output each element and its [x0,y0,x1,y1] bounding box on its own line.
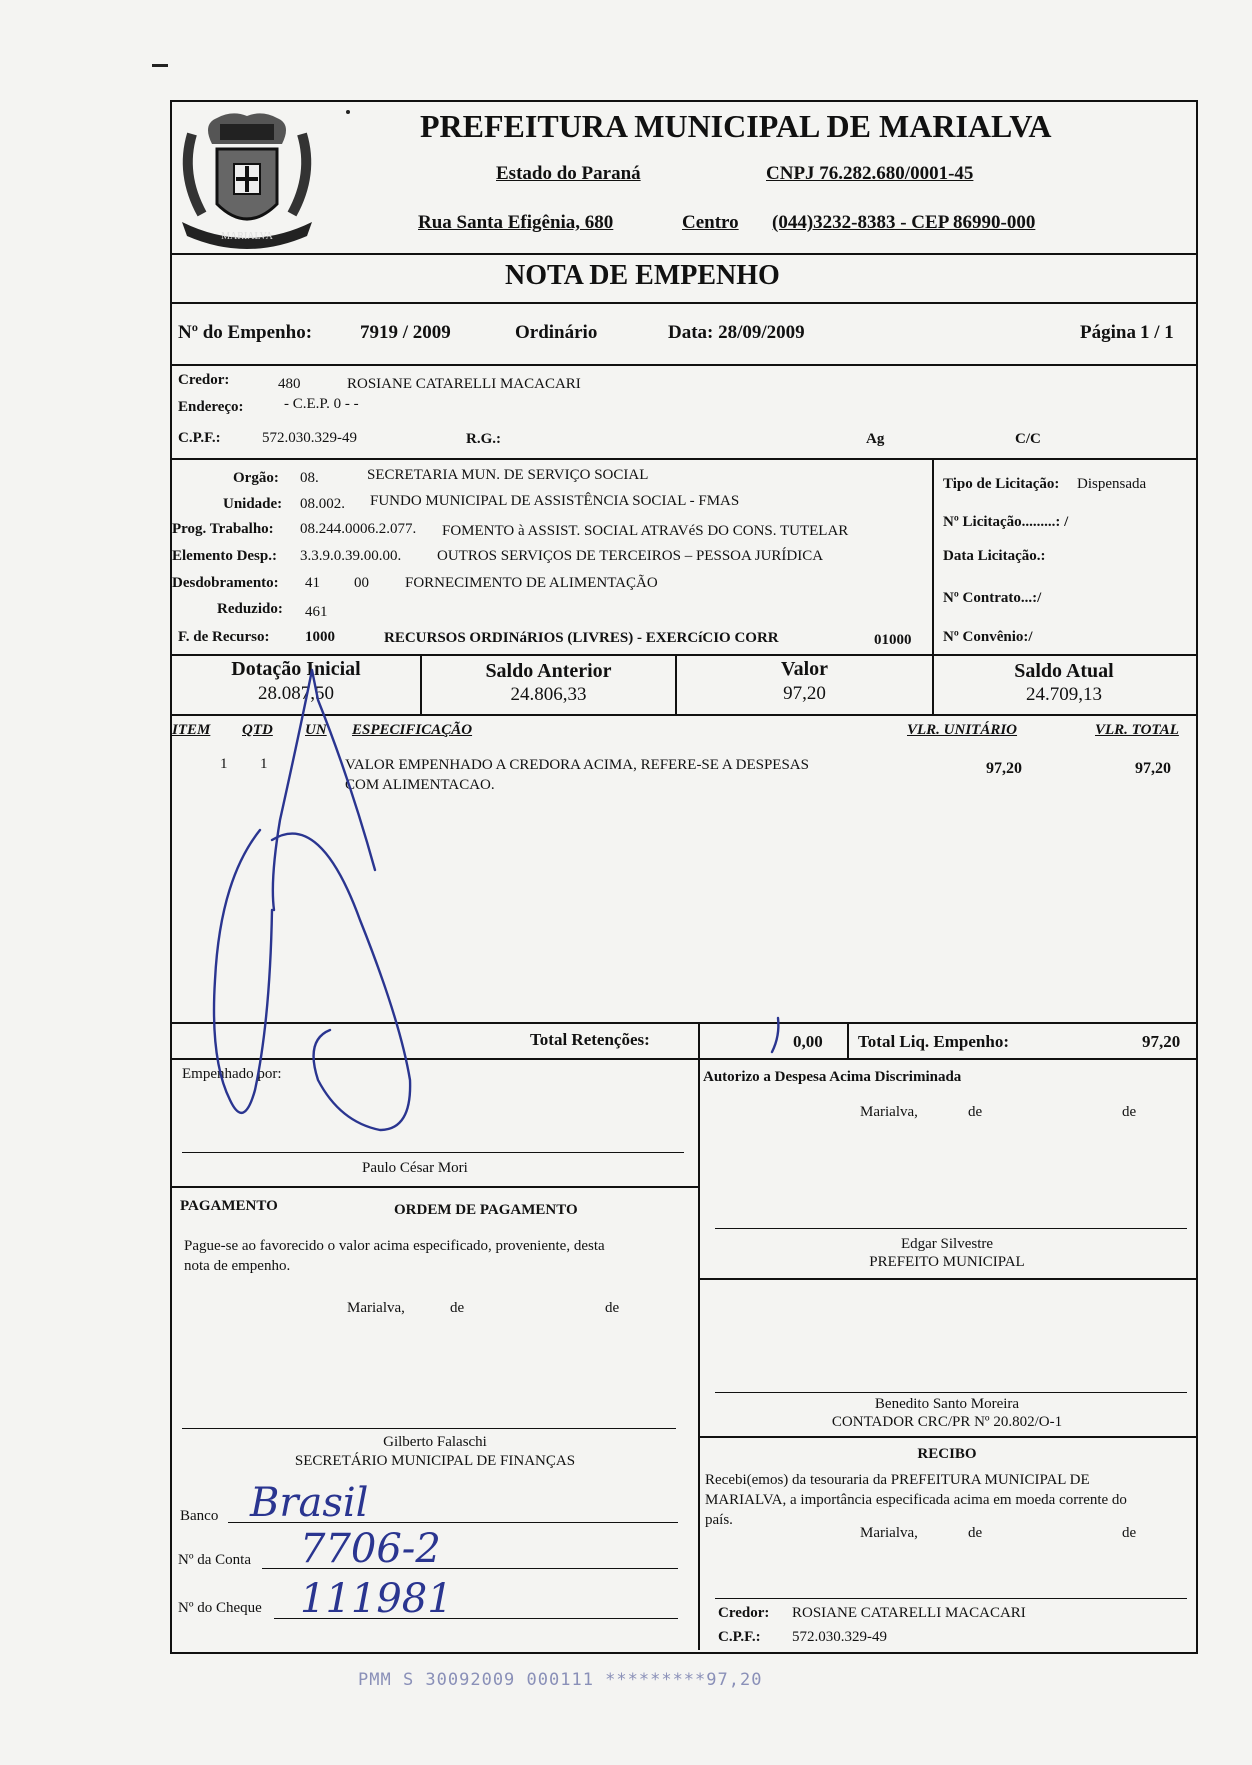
item-total-value: 97,20 [1135,760,1171,777]
phone-cep: (044)3232-8383 - CEP 86990-000 [772,212,1036,233]
recurso-code-2: 01000 [874,632,912,648]
prog-code: 08.244.0006.2.077. [300,521,417,537]
recurso-label: F. de Recurso: [178,629,270,645]
divider [170,302,1196,304]
desdob-label: Desdobramento: [172,575,279,591]
prefeito-title: PREFEITO MUNICIPAL [869,1254,1025,1270]
unidade-label: Unidade: [223,496,283,512]
item-spec-line-1: VALOR EMPENHADO A CREDORA ACIMA, REFERE-SE A DESPESAS [345,757,809,773]
signature-line [182,1428,676,1429]
address-value: - C.E.P. 0 - - [284,396,359,412]
item-number: 1 [220,756,228,772]
scan-speck [152,64,168,67]
recibo-de-1: de [968,1525,983,1541]
desdob-code-2: 00 [354,575,369,591]
desdob-code-1: 41 [305,575,320,591]
orgao-desc: SECRETARIA MUN. DE SERVIÇO SOCIAL [367,467,649,483]
page-number: 1 / 1 [1140,322,1174,343]
signature-line [182,1152,684,1153]
autorizo-place: Marialva, [860,1104,918,1120]
orgao-code: 08. [300,470,319,486]
empenho-date: Data: 28/09/2009 [668,322,805,343]
elemento-label: Elemento Desp.: [172,548,277,564]
recibo-place: Marialva, [860,1525,918,1541]
pen-mark [766,1016,786,1056]
conta-label: Nº da Conta [178,1552,251,1568]
items-header-item: ITEM [172,722,211,738]
divider [170,364,1196,366]
recibo-credor-name: ROSIANE CATARELLI MACACARI [792,1605,1026,1621]
empenho-number: 7919 / 2009 [360,322,451,343]
cheque-label: Nº do Cheque [178,1600,262,1616]
signature-line [715,1228,1187,1229]
conta-value: 7706-2 [300,1526,441,1570]
cc-label: C/C [1015,431,1041,447]
state-name: Estado do Paraná [496,163,641,184]
divider [847,1022,849,1058]
recibo-text-3: país. [705,1512,733,1528]
items-header-spec: ESPECIFICAÇÃO [352,722,473,738]
recibo-text-1: Recebi(emos) da tesouraria da PREFEITURA MUNICIPAL DE [705,1472,1090,1488]
recurso-code: 1000 [305,629,335,645]
divider [170,253,1196,255]
reduzido-code: 461 [305,604,328,620]
retencoes-label: Total Retenções: [530,1030,650,1049]
credor-label: Credor: [178,372,230,388]
banco-handwriting [240,1476,480,1526]
item-spec-line-2: COM ALIMENTACAO. [345,777,495,793]
empenhado-label: Empenhado por: [182,1066,282,1082]
banco-value: Brasil [250,1480,369,1526]
recibo-text-2: MARIALVA, a importância especificada acima em moeda corrente do [705,1492,1127,1508]
banco-label: Banco [180,1508,219,1524]
district: Centro [682,212,739,233]
item-qtd: 1 [260,756,268,772]
prog-desc: FOMENTO à ASSIST. SOCIAL ATRAVéS DO CONS. TUTELAR [442,523,849,539]
secretario-title: SECRETÁRIO MUNICIPAL DE FINANÇAS [294,1453,576,1469]
pagamento-place: Marialva, [347,1300,405,1316]
rg-label: R.G.: [466,431,501,447]
elemento-desc: OUTROS SERVIÇOS DE TERCEIROS – PESSOA JURÍDICA [437,548,824,564]
municipal-coat-of-arms-icon [172,104,322,256]
prefeito-name: Edgar Silvestre [900,1236,994,1252]
pagamento-text-2: nota de empenho. [184,1258,291,1274]
pagamento-de-1: de [450,1300,465,1316]
ag-label: Ag [866,431,885,447]
items-header-unit: VLR. UNITÁRIO [907,722,1018,738]
divider [170,458,1196,460]
dotacao-value: 28.087,50 [258,683,334,704]
cpf-value: 572.030.329-49 [262,430,357,446]
recibo-cpf-value: 572.030.329-49 [792,1629,887,1645]
valor-value: 97,20 [783,683,826,704]
items-header-total: VLR. TOTAL [1095,722,1179,738]
retencoes-value: 0,00 [793,1032,823,1051]
reduzido-label: Reduzido: [217,601,283,617]
autorizo-de-1: de [968,1104,983,1120]
item-unit-value: 97,20 [986,760,1022,777]
divider [170,1186,700,1188]
pagamento-label: PAGAMENTO [180,1198,278,1214]
dotacao-label: Dotação Inicial [231,658,361,680]
signature-line [715,1392,1187,1393]
recibo-cpf-label: C.P.F.: [718,1629,761,1645]
items-header-un: UN [305,722,327,738]
saldo-anterior-value: 24.806,33 [510,684,587,705]
cpf-label: C.P.F.: [178,430,221,446]
empenho-label: Nº do Empenho: [178,322,313,343]
divider [698,1278,1196,1280]
cheque-value: 111981 [300,1576,453,1620]
recibo-credor-label: Credor: [718,1605,770,1621]
cheque-handwriting [290,1568,530,1620]
recibo-de-2: de [1122,1525,1137,1541]
items-header-qtd: QTD [242,722,273,738]
secretario-name: Gilberto Falaschi [383,1434,487,1450]
tipo-licitacao-value: Dispensada [1077,476,1147,492]
address-label: Endereço: [178,399,244,415]
prog-label: Prog. Trabalho: [172,521,274,537]
cnpj: CNPJ 76.282.680/0001-45 [766,163,974,184]
recurso-desc: RECURSOS ORDINáRIOS (LIVRES) - EXERCíCIO CORR [384,630,779,646]
numero-contrato: Nº Contrato...:/ [943,590,1042,606]
recibo-title: RECIBO [917,1446,977,1462]
conta-handwriting [290,1520,530,1570]
empenho-type: Ordinário [515,322,598,343]
valor-label: Valor [780,658,829,680]
handwritten-signature [200,660,440,1140]
divider [932,458,934,654]
liq-empenho-label: Total Liq. Empenho: [858,1032,1009,1051]
contador-name: Benedito Santo Moreira [874,1396,1020,1412]
emblem-text: MARIALVA [221,231,273,242]
autorizo-de-2: de [1122,1104,1137,1120]
municipality-title: PREFEITURA MUNICIPAL DE MARIALVA [420,108,1052,144]
page-label: Página [1080,322,1136,343]
numero-convenio: Nº Convênio:/ [943,629,1033,645]
scan-speck [346,110,350,114]
street-address: Rua Santa Efigênia, 680 [418,212,614,233]
empenhado-name: Paulo César Mori [362,1160,468,1176]
elemento-code: 3.3.9.0.39.00.00. [300,548,402,564]
unidade-desc: FUNDO MUNICIPAL DE ASSISTÊNCIA SOCIAL - FMAS [370,493,740,509]
desdob-desc: FORNECIMENTO DE ALIMENTAÇÃO [405,575,658,591]
numero-licitacao: Nº Licitação.........: / [943,514,1069,530]
divider [170,654,1196,656]
tipo-licitacao-label: Tipo de Licitação: [943,476,1060,492]
contador-title: CONTADOR CRC/PR Nº 20.802/O-1 [831,1414,1063,1430]
ordem-pagamento-label: ORDEM DE PAGAMENTO [394,1202,578,1218]
orgao-label: Orgão: [233,470,279,486]
saldo-atual-value: 24.709,13 [1026,684,1102,705]
autorizo-label: Autorizo a Despesa Acima Discriminada [703,1069,962,1085]
credor-name: ROSIANE CATARELLI MACACARI [347,376,581,392]
credor-code: 480 [278,376,301,392]
signature-line [715,1598,1187,1599]
document-title: NOTA DE EMPENHO [505,260,780,291]
liq-empenho-value: 97,20 [1142,1032,1181,1051]
data-licitacao: Data Licitação.: [943,548,1046,564]
saldo-anterior-label: Saldo Anterior [485,660,612,682]
unidade-code: 08.002. [300,496,345,512]
divider [698,1058,700,1650]
divider [698,1022,700,1058]
machine-stamp: PMM S 30092009 000111 *********97,20 [358,1670,763,1690]
pagamento-de-2: de [605,1300,620,1316]
pagamento-text-1: Pague-se ao favorecido o valor acima especificado, proveniente, desta [184,1238,605,1254]
saldo-atual-label: Saldo Atual [1014,660,1114,682]
divider [698,1436,1196,1438]
